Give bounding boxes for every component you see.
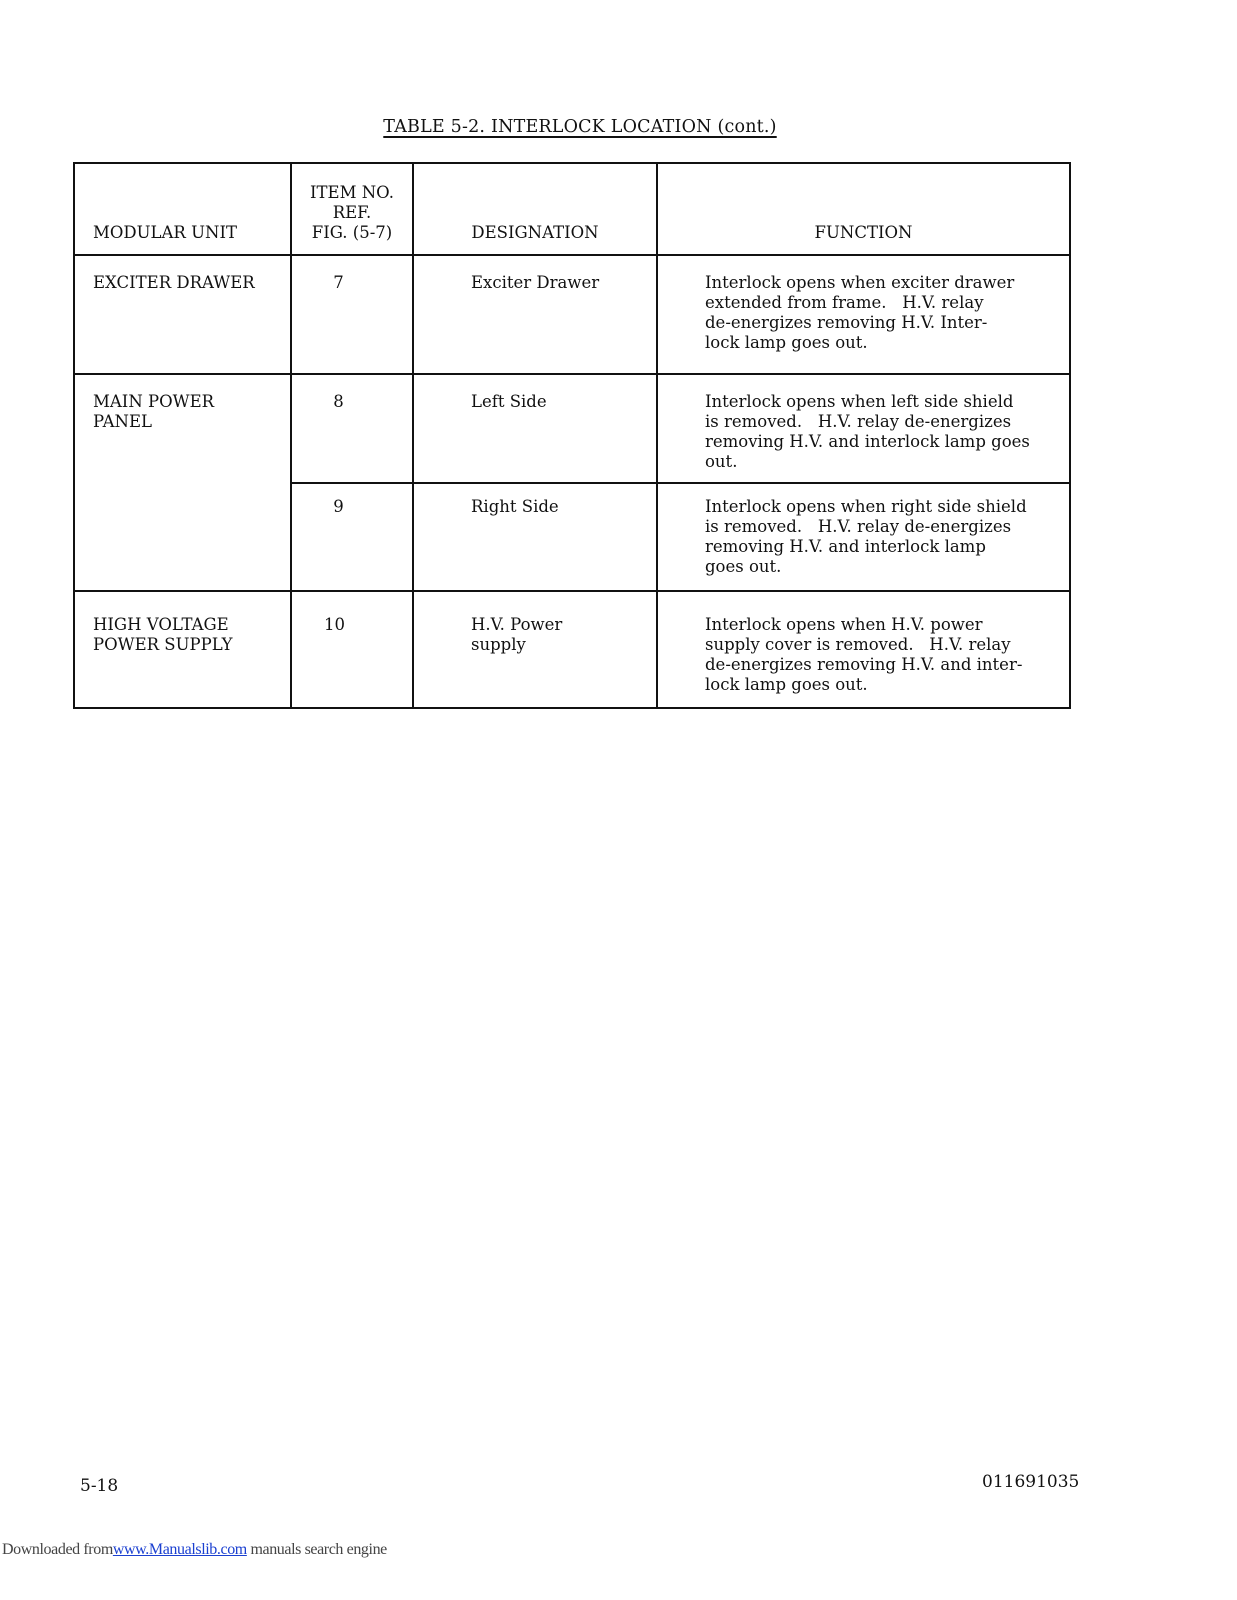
cell-line: supply xyxy=(471,635,526,654)
cell-line: is removed. H.V. relay de-energizes xyxy=(705,412,1012,431)
cell-line: Left Side xyxy=(471,392,547,411)
header-designation: DESIGNATION xyxy=(413,163,657,255)
cell-line: Interlock opens when exciter drawer xyxy=(705,273,1015,292)
download-suffix: manuals search engine xyxy=(246,1541,387,1558)
cell-line: is removed. H.V. relay de-energizes xyxy=(705,517,1012,536)
cell-line: lock lamp goes out. xyxy=(705,333,868,352)
cell-item: 8 xyxy=(291,374,413,483)
header-modular-unit: MODULAR UNIT xyxy=(74,163,291,255)
page-number: 5-18 xyxy=(80,1476,119,1496)
manualslib-link[interactable]: www.Manualslib.com xyxy=(112,1541,247,1558)
cell-item: 9 xyxy=(291,483,413,591)
cell-line: H.V. Power xyxy=(471,615,563,634)
table-title-text: TABLE 5-2. INTERLOCK LOCATION (cont.) xyxy=(383,117,777,137)
interlock-table xyxy=(73,162,1071,709)
cell-line: Exciter Drawer xyxy=(471,273,600,292)
header-item-no-line: ITEM NO. xyxy=(310,183,394,202)
cell-line: Right Side xyxy=(471,497,559,516)
cell-line: EXCITER DRAWER xyxy=(93,273,255,292)
cell-item: 10 xyxy=(291,591,413,708)
table-row xyxy=(74,591,1070,708)
cell-function xyxy=(657,483,1070,591)
cell-modular-unit xyxy=(74,374,291,591)
cell-modular-unit xyxy=(74,255,291,374)
download-prefix: Downloaded from xyxy=(2,1541,113,1558)
cell-line: Interlock opens when left side shield xyxy=(705,392,1014,411)
cell-line: extended from frame. H.V. relay xyxy=(705,293,984,312)
download-banner xyxy=(2,1541,387,1559)
cell-line: goes out. xyxy=(705,557,782,576)
cell-line: out. xyxy=(705,452,738,471)
cell-line: removing H.V. and interlock lamp xyxy=(705,537,986,556)
cell-line: lock lamp goes out. xyxy=(705,675,868,694)
cell-function xyxy=(657,374,1070,483)
cell-line: MAIN POWER xyxy=(93,392,215,411)
cell-line: POWER SUPPLY xyxy=(93,635,233,654)
cell-line: Interlock opens when right side shield xyxy=(705,497,1027,516)
document-number: 011691035 xyxy=(982,1472,1080,1492)
header-function: FUNCTION xyxy=(657,163,1070,255)
cell-line: de-energizes removing H.V. Inter- xyxy=(705,313,988,332)
cell-line: PANEL xyxy=(93,412,152,431)
header-item-no-line: REF. xyxy=(332,203,372,222)
table-row xyxy=(74,374,1070,483)
cell-modular-unit xyxy=(74,591,291,708)
cell-function xyxy=(657,255,1070,374)
table-header-row xyxy=(74,163,1070,255)
header-item-no-line: FIG. (5-7) xyxy=(311,223,393,242)
table-row xyxy=(74,255,1070,374)
table-title xyxy=(0,117,1160,137)
header-item-no xyxy=(291,163,413,255)
cell-line: HIGH VOLTAGE xyxy=(93,615,229,634)
cell-designation xyxy=(413,483,657,591)
cell-designation xyxy=(413,255,657,374)
cell-line: de-energizes removing H.V. and inter- xyxy=(705,655,1023,674)
cell-designation xyxy=(413,591,657,708)
cell-designation xyxy=(413,374,657,483)
cell-line: removing H.V. and interlock lamp goes xyxy=(705,432,1030,451)
cell-function xyxy=(657,591,1070,708)
cell-line: supply cover is removed. H.V. relay xyxy=(705,635,1011,654)
cell-item: 7 xyxy=(291,255,413,374)
cell-line: Interlock opens when H.V. power xyxy=(705,615,983,634)
